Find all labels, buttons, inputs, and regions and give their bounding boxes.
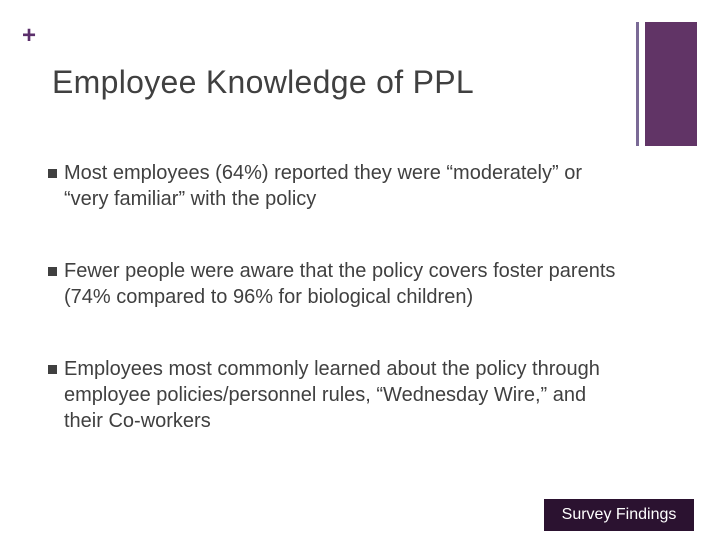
bullet-item bbox=[44, 160, 624, 212]
bullet-list bbox=[44, 160, 624, 434]
plus-icon: + bbox=[22, 22, 37, 49]
bullet-text: Employees most commonly learned about the policy through employee policies/personnel rules, “Wednesday Wire,” and their Co-workers bbox=[64, 358, 600, 432]
accent-line bbox=[636, 22, 639, 146]
square-bullet-icon bbox=[48, 267, 57, 276]
square-bullet-icon bbox=[48, 365, 57, 374]
bullet-text: Most employees (64%) reported they were “moderately” or “very familiar” with the policy bbox=[64, 162, 582, 210]
square-bullet-icon bbox=[48, 169, 57, 178]
bullet-text: Fewer people were aware that the policy covers foster parents (74% compared to 96% for biological children) bbox=[64, 260, 616, 308]
bullet-item bbox=[44, 258, 624, 310]
accent-block bbox=[645, 22, 697, 146]
slide-title: Employee Knowledge of PPL bbox=[52, 64, 474, 100]
survey-findings-tag: Survey Findings bbox=[544, 499, 694, 531]
bullet-item bbox=[44, 356, 624, 434]
